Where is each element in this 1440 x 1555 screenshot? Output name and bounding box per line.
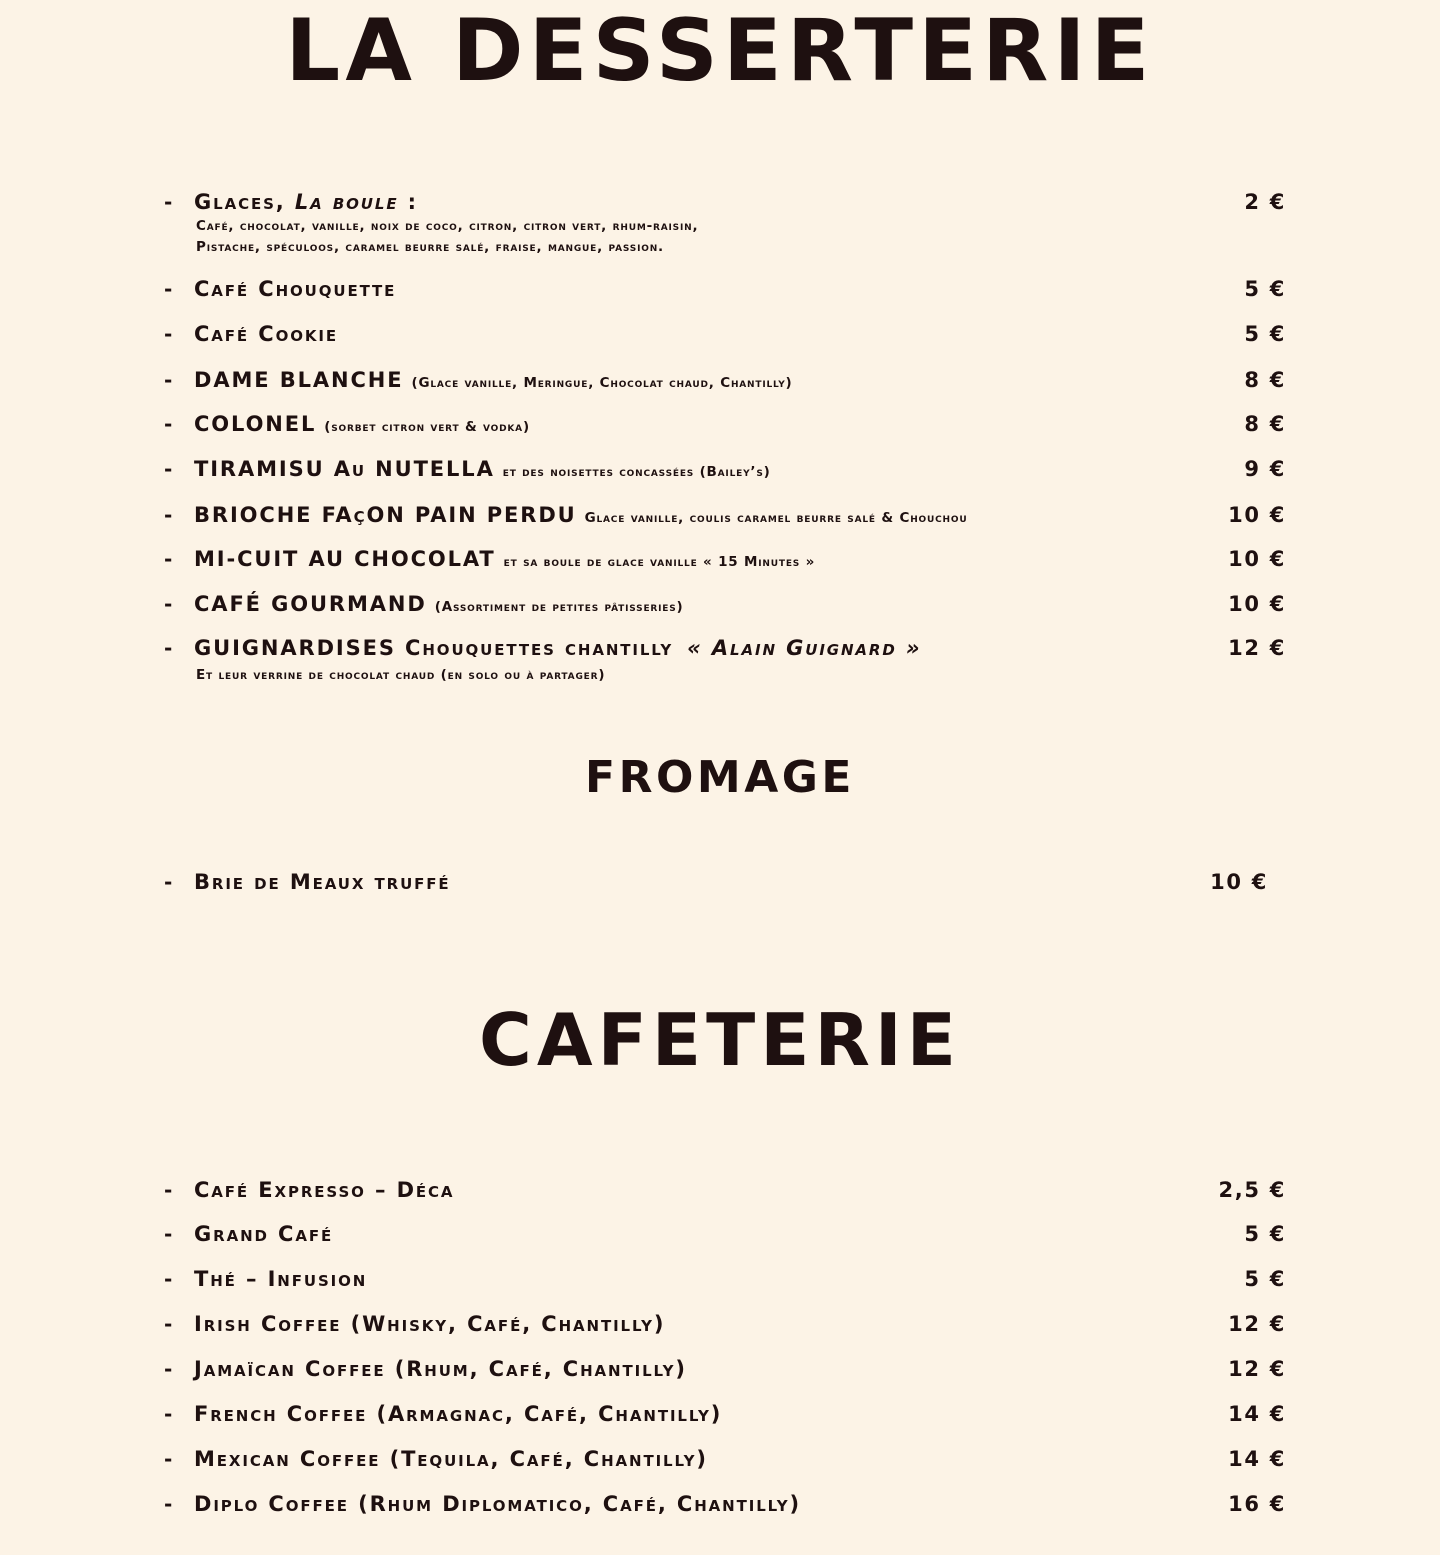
item-dash: -: [164, 1492, 173, 1516]
item-dash: -: [164, 1402, 173, 1426]
menu-item: [0, 368, 1440, 398]
item-price: 8 €: [1244, 412, 1286, 436]
item-dash: -: [164, 412, 173, 436]
item-dash: -: [164, 870, 173, 894]
item-dash: -: [164, 503, 173, 527]
menu-item: [0, 1492, 1440, 1522]
item-name: GUIGNARDISES Chouquettes chantilly « Alain Guignard »: [194, 636, 922, 660]
menu-item: [0, 503, 1440, 533]
menu-item: [0, 870, 1440, 900]
menu-item: [0, 1267, 1440, 1297]
item-price: 5 €: [1244, 1267, 1286, 1291]
item-price: 14 €: [1228, 1402, 1286, 1426]
item-price: 8 €: [1244, 368, 1286, 392]
cafeterie-title: CAFETERIE: [478, 998, 961, 1082]
fromage-title: FROMAGE: [585, 752, 855, 803]
menu-item: [0, 1402, 1440, 1432]
menu-item: [0, 412, 1440, 442]
item-dash: -: [164, 322, 173, 346]
menu-item: [0, 592, 1440, 622]
item-price: 10 €: [1228, 592, 1286, 616]
menu-item: [0, 1357, 1440, 1387]
item-dash: -: [164, 636, 173, 660]
item-price: 12 €: [1228, 636, 1286, 660]
item-name: Café Chouquette: [194, 277, 397, 301]
item-dash: -: [164, 547, 173, 571]
item-name: Diplo Coffee (Rhum Diplomatico, Café, Chantilly): [194, 1492, 802, 1516]
item-name: Mexican Coffee (Tequila, Café, Chantilly): [194, 1447, 708, 1471]
menu-item: [0, 1447, 1440, 1477]
menu-item: [0, 322, 1440, 352]
item-name: Glaces, La boule :: [194, 190, 418, 214]
item-price: 9 €: [1244, 457, 1286, 481]
item-price: 10 €: [1210, 870, 1268, 894]
item-price: 10 €: [1228, 503, 1286, 527]
item-dash: -: [164, 1178, 173, 1202]
item-name: Irish Coffee (Whisky, Café, Chantilly): [194, 1312, 666, 1336]
guignardises-description: Et leur verrine de chocolat chaud (en solo ou à partager): [196, 667, 606, 683]
menu-item: [0, 1222, 1440, 1252]
item-name: COLONEL (sorbet citron vert & vodka): [194, 412, 530, 436]
menu-item: [0, 1178, 1440, 1208]
item-name: Jamaïcan Coffee (Rhum, Café, Chantilly): [194, 1357, 687, 1381]
item-dash: -: [164, 190, 173, 214]
item-price: 14 €: [1228, 1447, 1286, 1471]
item-name: Café Expresso – Déca: [194, 1178, 455, 1202]
item-name: Brie de Meaux truffé: [194, 870, 451, 894]
item-name: French Coffee (Armagnac, Café, Chantilly): [194, 1402, 723, 1426]
item-price: 16 €: [1228, 1492, 1286, 1516]
item-price: 5 €: [1244, 277, 1286, 301]
item-name: DAME BLANCHE (Glace vanille, Meringue, Chocolat chaud, Chantilly): [194, 368, 793, 392]
item-dash: -: [164, 277, 173, 301]
item-name: TIRAMISU Au NUTELLA et des noisettes concassées (Bailey’s): [194, 457, 771, 481]
item-name: MI-CUIT AU CHOCOLAT et sa boule de glace vanille « 15 Minutes »: [194, 547, 816, 571]
item-name: Grand Café: [194, 1222, 334, 1246]
glaces-flavors-line1: Café, chocolat, vanille, noix de coco, citron, citron vert, rhum-raisin,: [196, 218, 699, 234]
menu-item: [0, 277, 1440, 307]
menu-item-guignardises: [0, 636, 1440, 666]
item-price: 12 €: [1228, 1312, 1286, 1336]
item-price: 5 €: [1244, 322, 1286, 346]
item-dash: -: [164, 592, 173, 616]
item-dash: -: [164, 1447, 173, 1471]
item-dash: -: [164, 457, 173, 481]
item-dash: -: [164, 1267, 173, 1291]
item-name: CAFÉ GOURMAND (Assortiment de petites pâtisseries): [194, 592, 684, 616]
item-price: 2,5 €: [1218, 1178, 1286, 1202]
glaces-flavors-line2: Pistache, spéculoos, caramel beurre salé, fraise, mangue, passion.: [196, 239, 664, 255]
item-name: BRIOCHE FAçON PAIN PERDU Glace vanille, coulis caramel beurre salé & Chouchou: [194, 503, 968, 527]
item-name: Café Cookie: [194, 322, 338, 346]
item-name: Thé – Infusion: [194, 1267, 368, 1291]
menu-item: [0, 457, 1440, 487]
item-dash: -: [164, 1312, 173, 1336]
item-price: 12 €: [1228, 1357, 1286, 1381]
menu-item: [0, 547, 1440, 577]
item-price: 10 €: [1228, 547, 1286, 571]
item-dash: -: [164, 368, 173, 392]
item-price: 5 €: [1244, 1222, 1286, 1246]
item-price: 2 €: [1244, 190, 1286, 214]
menu-item: [0, 1312, 1440, 1342]
desserterie-title: LA DESSERTERIE: [285, 1, 1155, 101]
item-dash: -: [164, 1222, 173, 1246]
item-dash: -: [164, 1357, 173, 1381]
